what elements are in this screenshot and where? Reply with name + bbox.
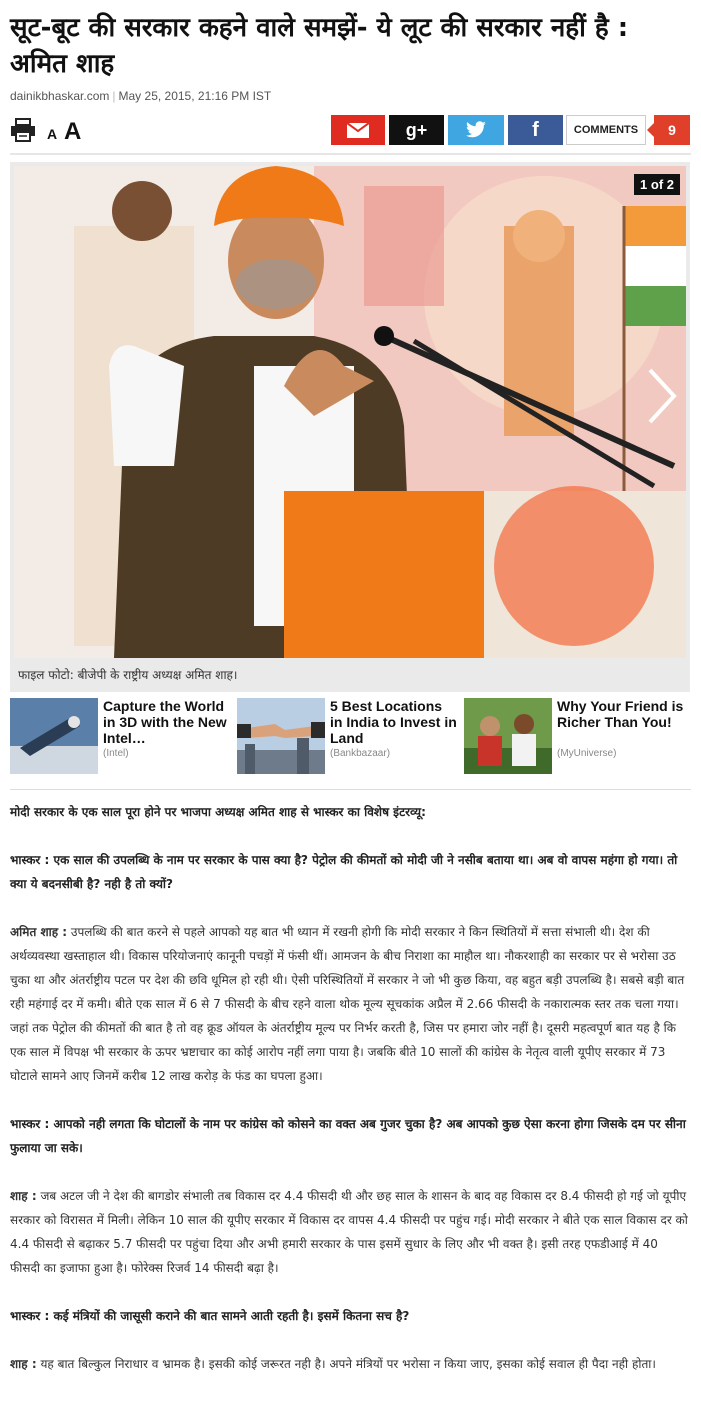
share-email-button[interactable] — [331, 115, 385, 145]
interview-question: भास्कर : एक साल की उपलब्धि के नाम पर सरकार के पास क्या है? पेट्रोल की कीमतों को मोदी जी ने नसीब बताया था। अब वो वापस महंगा हो गया। तो क्या ये बदनसीबी है? नही है तो क्यों? — [10, 853, 678, 891]
share-twitter-button[interactable] — [448, 115, 504, 145]
article-meta — [10, 89, 271, 103]
print-icon[interactable] — [10, 118, 36, 142]
toolbar-divider — [10, 153, 691, 155]
article-headline: सूट-बूट की सरकार कहने वाले समझें- ये लूट की सरकार नहीं है : अमित शाह — [10, 13, 629, 79]
promo-title: Capture the World in 3D with the New Intel… — [103, 698, 227, 746]
answer-speaker: शाह : — [10, 1189, 37, 1203]
meta-separator: | — [112, 89, 116, 103]
comments-button[interactable]: COMMENTS — [566, 115, 646, 145]
next-image-button[interactable] — [642, 366, 680, 426]
promo-divider — [10, 789, 691, 790]
font-increase-button[interactable]: A — [64, 118, 82, 145]
source-name: dainikbhaskar.com — [10, 89, 110, 103]
article-toolbar — [0, 108, 701, 150]
photo-caption: फाइल फोटो: बीजेपी के राष्ट्रीय अध्यक्ष अमित शाह। — [14, 660, 686, 688]
image-counter: 1 of 2 — [634, 174, 680, 195]
interview-answer — [10, 1352, 690, 1376]
promo-item[interactable] — [237, 698, 457, 778]
publish-date: May 25, 2015, 21:16 PM IST — [118, 89, 272, 103]
answer-text: उपलब्धि की बात करने से पहले आपको यह बात भी ध्यान में रखनी होगी कि मोदी सरकार ने किन स्थितियों में सत्ता संभाली थी। देश की अर्थव्यवस्था खस्ताहाल थी। विकास परियोजनाएं कानूनी पचड़ों में फंसी थीं। आमजन के बीच निराशा का माहौल था। नौकरशाही का सरकार पर से भरोसा उठ चुका था और अंतर्राष्ट्रीय पटल पर देश की छवि धूमिल हो रही थी। ऐसी परिस्थितियों में सरकार ने जो भी कुछ किया, वह बहुत बड़ी उपलब्धि है। सबसे बड़ी बात रही महंगाई दर में कमी। बीते एक साल में 6 से 7 फीसदी के बीच रहने वाला थोक मूल्य सूचकांक अप्रैल में 2.66 फीसदी के नकारात्मक स्तर तक चला गया। जहां तक पेट्रोल की कीमतों की बात है तो वह क्रूड ऑयल के अंतर्राष्ट्रीय मूल्य पर निर्भर करती है, जिस पर हमारा जोर नहीं है। दूसरी महत्वपूर्ण बात यह है कि एक साल में विपक्ष भी सरकार के ऊपर भ्रष्टाचार का कोई आरोप नहीं लगा पाया है। जबकि बीते 10 सालों की कांग्रेस के नेतृत्व वाली यूपीए सरकार में 73 घोटाले सामने आए जिनमें करीब 12 लाख करोड़ के फंड का घपला हुआ। — [10, 925, 685, 1083]
mail-icon — [347, 123, 369, 138]
interview-answer — [10, 1184, 690, 1280]
promo-title: Why Your Friend is Richer Than You! — [557, 698, 684, 730]
promo-source: (Bankbazaar) — [330, 748, 391, 759]
chevron-right-icon — [642, 366, 680, 426]
photo-gallery — [10, 162, 690, 692]
promo-item[interactable] — [464, 698, 684, 778]
promo-thumbnail — [10, 698, 98, 774]
answer-speaker: शाह : — [10, 1357, 37, 1371]
promo-thumbnail — [237, 698, 325, 774]
facebook-icon: f — [532, 118, 539, 141]
interview-answer — [10, 920, 690, 1088]
comments-count-badge[interactable]: 9 — [654, 115, 690, 145]
answer-text: जब अटल जी ने देश की बागडोर संभाली तब विकास दर 4.4 फीसदी थी और छह साल के शासन के बाद वह विकास दर 8.4 फीसदी हो गई जो यूपीए सरकार को विरासत में मिली। लेकिन 10 साल की यूपीए सरकार में विकास दर वापस 4.4 फीसदी पर पहुंच गई। मोदी सरकार ने बीते एक साल विकास दर को 4.4 फीसदी से बढ़ाकर 5.7 फीसदी पर पहुंचा दिया और अभी हमारी सरकार के पास इसमें सुधार के लिए और भी वक्त है। इसी तरह एफडीआई में 40 फीसदी का इजाफा हुआ है। फोरेक्स रिजर्व 14 फीसदी बढ़ा है। — [10, 1189, 688, 1275]
interview-question: भास्कर : कई मंत्रियों की जासूसी कराने की बात सामने आती रहती है। इसमें कितना सच है? — [10, 1309, 410, 1323]
promo-source: (MyUniverse) — [557, 748, 617, 759]
promo-thumbnail — [464, 698, 552, 774]
promo-item[interactable] — [10, 698, 230, 778]
share-facebook-button[interactable] — [508, 115, 563, 145]
share-googleplus-button[interactable] — [389, 115, 444, 145]
twitter-icon — [465, 121, 487, 139]
gallery-image[interactable] — [14, 166, 686, 658]
font-decrease-button[interactable]: A — [47, 126, 58, 142]
google-plus-icon: g+ — [405, 119, 428, 140]
promo-title: 5 Best Locations in India to Invest in Land — [330, 698, 457, 746]
answer-text: यह बात बिल्कुल निराधार व भ्रामक है। इसकी कोई जरूरत नही है। अपने मंत्रियों पर भरोसा न किया जाए, इसका कोई सवाल ही पैदा नही होता। — [36, 1357, 656, 1371]
answer-speaker: अमित शाह : — [10, 925, 68, 939]
sponsored-links — [10, 698, 692, 778]
article-body — [10, 800, 690, 1400]
article-intro: मोदी सरकार के एक साल पूरा होने पर भाजपा अध्यक्ष अमित शाह से भास्कर का विशेष इंटरव्यू: — [10, 805, 426, 819]
interview-question: भास्कर : आपको नही लगता कि घोटालों के नाम पर कांग्रेस को कोसने का वक्त अब गुजर चुका है? अब आपको कुछ ऐसा करना होगा जिसके दम पर सीना फुलाया जा सके। — [10, 1117, 686, 1155]
promo-source: (Intel) — [103, 748, 129, 759]
